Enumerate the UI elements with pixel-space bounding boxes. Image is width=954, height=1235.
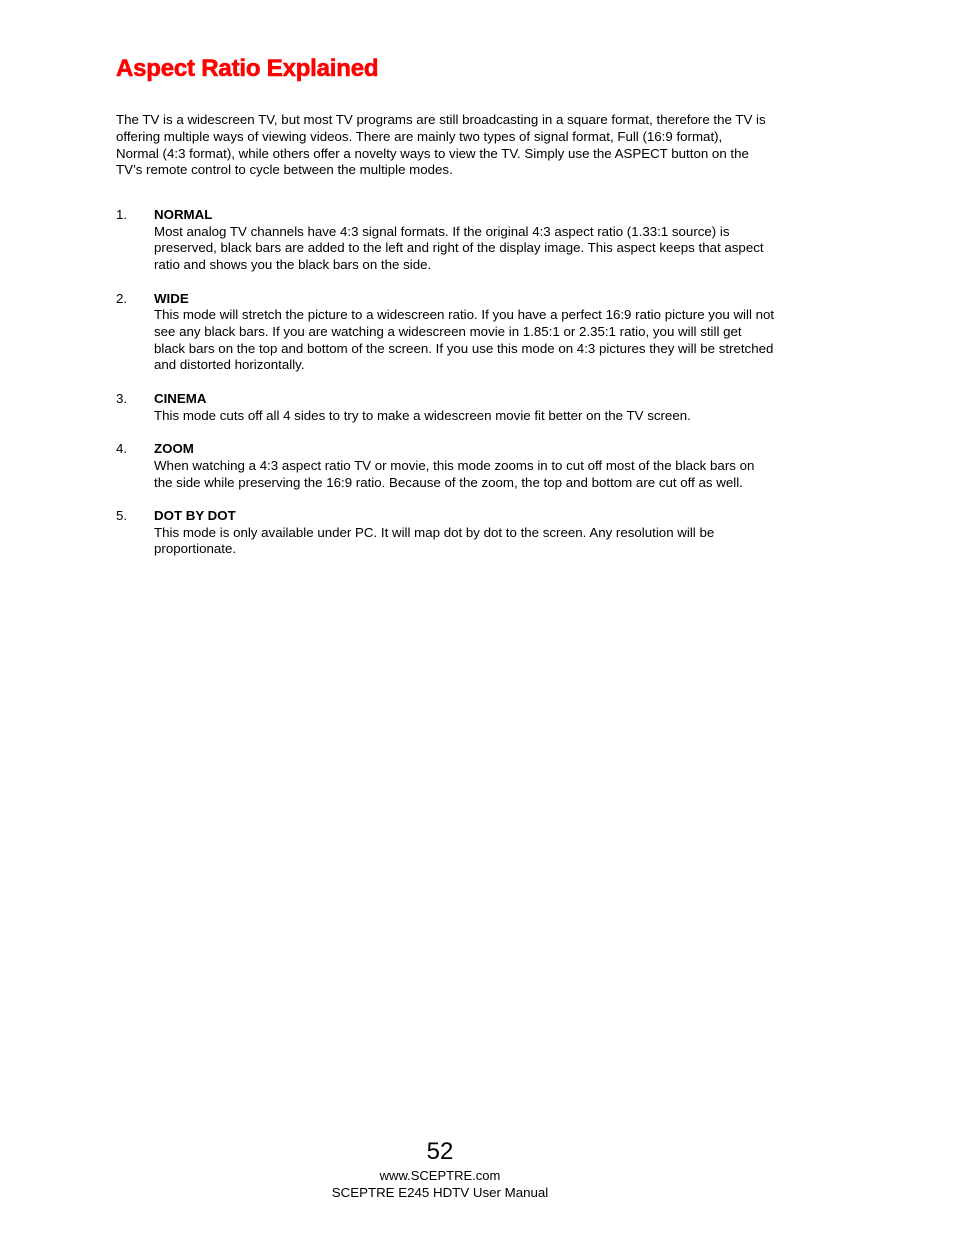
mode-name: CINEMA: [154, 390, 207, 406]
mode-item-wide: [116, 291, 776, 375]
aspect-modes-list: [116, 207, 776, 558]
mode-name: DOT BY DOT: [154, 508, 236, 524]
mode-description: This mode will stretch the picture to a widescreen ratio. If you have a perfect 16:9 ratio picture you will not see any black bars. If you are watching a widescreen movie in 1.85:1 or 2.35:1 ratio, you will still get black bars on the top and bottom of the screen. If you use this mode on 4:3 pictures they will be stretched and distorted horizontally.: [154, 307, 775, 373]
mode-description: This mode is only available under PC. It will map dot by dot to the screen. Any resolution will be proportionate.: [154, 524, 715, 557]
mode-number: 2.: [116, 290, 128, 306]
page-title: Aspect Ratio Explained: [116, 55, 379, 82]
mode-number: 4.: [116, 441, 128, 457]
mode-number: 3.: [116, 390, 128, 406]
mode-description: Most analog TV channels have 4:3 signal formats. If the original 4:3 aspect ratio (1.33:1 source) is preserved, black bars are added to the left and right of the display image. This aspect keeps that aspect ratio and shows you the black bars on the side.: [154, 223, 764, 273]
mode-name: WIDE: [154, 290, 189, 306]
mode-name: NORMAL: [154, 207, 213, 222]
intro-paragraph: The TV is a widescreen TV, but most TV programs are still broadcasting in a square format, therefore the TV is offering multiple ways of viewing videos. There are mainly two types of signal format, Full (16:9 format), Normal (4:3 format), while others offer a novelty ways to view the TV. Simply use the ASPECT button on the TV’s remote control to cycle between the multiple modes.: [116, 112, 766, 178]
mode-number: 5.: [116, 508, 128, 524]
page-number: 52: [426, 1138, 454, 1165]
footer-manual-name: SCEPTRE E245 HDTV User Manual: [331, 1185, 549, 1200]
mode-item-zoom: [116, 441, 776, 491]
mode-item-cinema: [116, 391, 776, 424]
footer-website: www.SCEPTRE.com: [379, 1168, 501, 1183]
mode-description: When watching a 4:3 aspect ratio TV or movie, this mode zooms in to cut off most of the black bars on the side while preserving the 16:9 ratio. Because of the zoom, the top and bottom are cut off as well.: [154, 457, 755, 490]
mode-item-normal: [116, 207, 776, 274]
mode-name: ZOOM: [154, 441, 194, 457]
mode-item-dot-by-dot: [116, 508, 776, 558]
mode-number: 1.: [116, 207, 128, 222]
mode-description: This mode cuts off all 4 sides to try to make a widescreen movie fit better on the TV screen.: [154, 407, 691, 423]
